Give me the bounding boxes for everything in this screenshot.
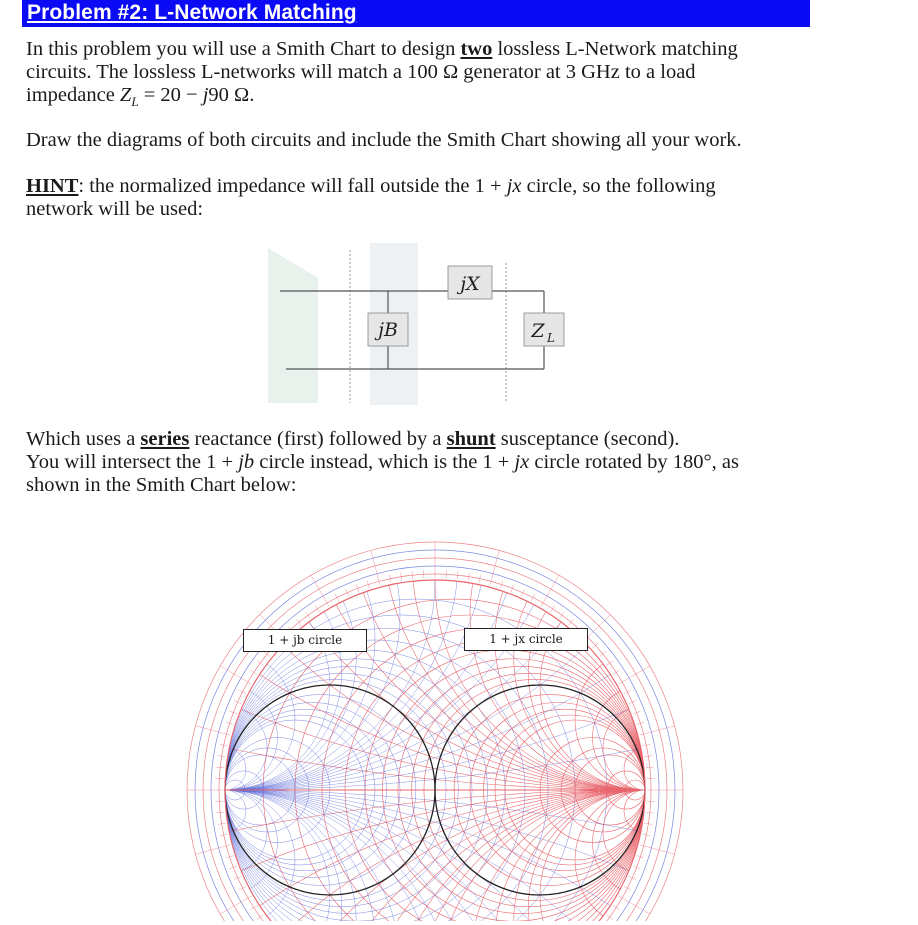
- scale-tick: [624, 886, 631, 890]
- instruction-paragraph: [26, 129, 826, 152]
- susceptance-arc: [170, 790, 700, 921]
- title-banner: [22, 0, 810, 27]
- scale-tick: [613, 905, 620, 909]
- susceptance-arc: [170, 790, 488, 921]
- scale-tick: [234, 701, 241, 704]
- intro-paragraph: [26, 38, 826, 113]
- intro-text: lossless L-Network matching: [492, 38, 737, 60]
- zl-subscript: L: [546, 331, 555, 345]
- intro-text: impedance: [26, 84, 120, 106]
- reactance-arc: [495, 790, 700, 921]
- reactance-arc: [170, 790, 700, 921]
- math-jb: jb: [238, 451, 254, 473]
- susceptance-arc: [170, 790, 295, 921]
- reactance-arc: [170, 790, 700, 921]
- scale-tick: [346, 589, 349, 596]
- susceptance-arc: [170, 790, 700, 921]
- scale-tick: [239, 690, 246, 694]
- hint-label: HINT: [26, 175, 78, 197]
- explain-text: circle instead, which is the 1 +: [254, 451, 514, 473]
- susceptance-arc: [170, 790, 700, 921]
- zl-label: Z: [530, 320, 545, 342]
- scale-ring: [195, 550, 675, 921]
- explain-text: circle rotated by 180°, as: [529, 451, 739, 473]
- reactance-arc: [170, 790, 700, 921]
- hint-text: network will be used:: [26, 198, 203, 220]
- reactance-arc: [435, 790, 700, 921]
- explain-text: shown in the Smith Chart below:: [26, 474, 296, 496]
- susceptance-arc: [170, 790, 435, 921]
- emphasis-two: two: [460, 38, 492, 60]
- hint-text: : the normalized impedance will fall outside the 1 +: [78, 175, 506, 197]
- scale-tick: [490, 550, 499, 585]
- scale-tick: [568, 619, 573, 625]
- scale-tick: [600, 652, 606, 657]
- jb-circle-label-text: 1 + jb circle: [268, 633, 343, 647]
- scale-tick: [239, 886, 246, 890]
- scale-tick: [306, 612, 311, 618]
- reactance-arc: [540, 580, 700, 790]
- scale-tick: [257, 661, 263, 666]
- scale-tick: [521, 589, 524, 596]
- scale-ring: [203, 558, 667, 921]
- reactance-arc: [170, 790, 700, 921]
- problem-title: Problem #2: L-Network Matching: [27, 1, 357, 25]
- jx-circle-label: [464, 628, 588, 651]
- jb-circle-label: [243, 629, 367, 652]
- smith-chart: [170, 510, 700, 921]
- math-jx: jx: [514, 451, 529, 473]
- math-jx: jx: [507, 175, 522, 197]
- reactance-arc: [383, 790, 701, 921]
- scale-tick: [511, 585, 514, 592]
- scale-tick: [250, 905, 257, 909]
- emphasis-shunt: shunt: [447, 428, 496, 450]
- scale-ring: [219, 574, 651, 921]
- scale-tick: [640, 726, 675, 735]
- scale-tick: [550, 605, 554, 612]
- scale-tick: [371, 550, 380, 585]
- scale-tick: [633, 866, 640, 869]
- reactance-arc: [575, 790, 700, 921]
- susceptance-arc: [170, 580, 330, 790]
- scale-tick: [195, 845, 230, 854]
- scale-tick: [629, 876, 636, 879]
- scale-tick: [356, 585, 359, 592]
- jx-label: jX: [456, 273, 481, 295]
- smith-chart-graphic: [170, 510, 700, 921]
- math-sub-l: L: [131, 94, 138, 109]
- intro-text: 90 Ω.: [208, 84, 254, 106]
- explain-text: You will intersect the 1 +: [26, 451, 238, 473]
- scale-tick: [257, 915, 263, 920]
- scale-tick: [633, 711, 640, 714]
- susceptance-arc: [170, 790, 700, 921]
- scale-tick: [607, 915, 613, 920]
- emphasis-series: series: [140, 428, 189, 450]
- scale-tick: [531, 594, 535, 601]
- scale-tick: [640, 845, 675, 854]
- scale-tick: [629, 701, 636, 704]
- reactance-arc: [470, 790, 700, 921]
- explain-text: susceptance (second).: [496, 428, 680, 450]
- scale-tick: [613, 670, 620, 674]
- scale-tick: [195, 726, 230, 735]
- susceptance-arc: [170, 790, 375, 921]
- explain-text: reactance (first) followed by a: [189, 428, 446, 450]
- math-j: j: [203, 84, 209, 106]
- scale-tick: [264, 652, 270, 657]
- scale-tick: [234, 876, 241, 879]
- scale-tick: [230, 711, 237, 714]
- scale-tick: [315, 605, 319, 612]
- jx-circle-label-text: 1 + jx circle: [489, 632, 563, 646]
- math-z: Z: [120, 84, 131, 106]
- jb-label: jB: [374, 319, 398, 341]
- scale-tick: [624, 690, 631, 694]
- intro-text: circuits. The lossless L-networks will match a 100 Ω generator at 3 GHz to a load: [26, 61, 696, 83]
- explanation-paragraph: [26, 428, 826, 497]
- scale-tick: [607, 661, 613, 666]
- susceptance-arc: [170, 790, 400, 921]
- hint-text: circle, so the following: [521, 175, 715, 197]
- explain-text: Which uses a: [26, 428, 140, 450]
- scale-tick: [335, 594, 339, 601]
- diagram-background: [268, 248, 318, 403]
- scale-tick: [297, 619, 302, 625]
- instruction-text: Draw the diagrams of both circuits and include the Smith Chart showing all your work.: [26, 129, 742, 151]
- l-network-diagram: [260, 238, 590, 413]
- scale-tick: [250, 670, 257, 674]
- scale-ring: [187, 542, 683, 921]
- intro-text: = 20 −: [139, 84, 203, 106]
- hint-paragraph: [26, 175, 826, 221]
- intro-text: In this problem you will use a Smith Chart to design: [26, 38, 460, 60]
- scale-tick: [560, 612, 565, 618]
- scale-tick: [230, 866, 237, 869]
